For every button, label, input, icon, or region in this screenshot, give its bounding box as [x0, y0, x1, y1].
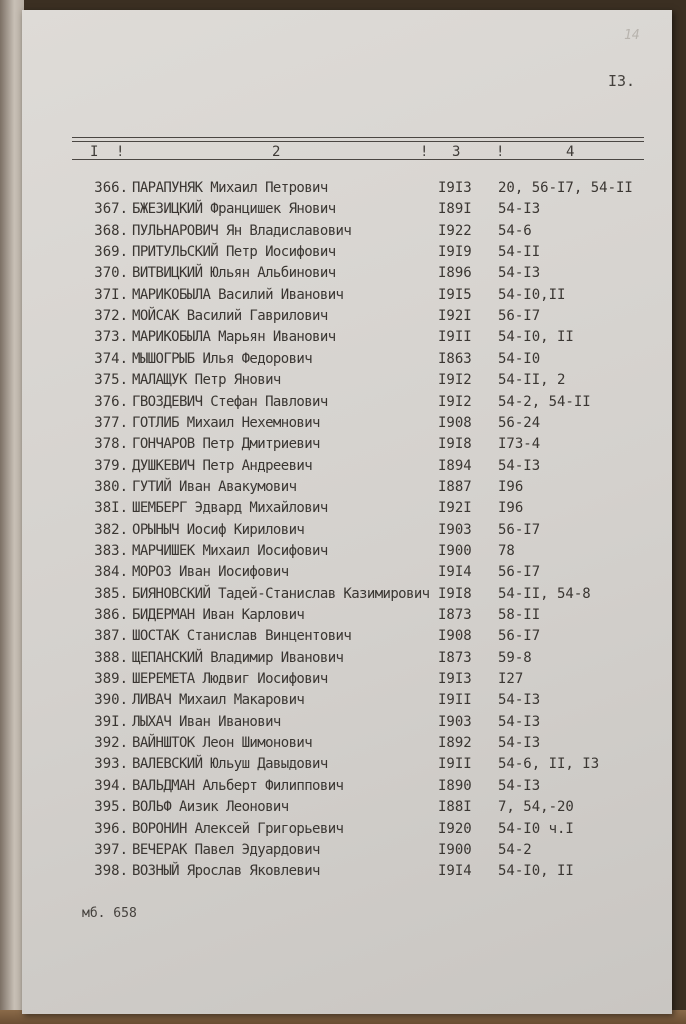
- list-item: [22, 199, 672, 220]
- archive-reference: 54-I0, II: [498, 863, 574, 880]
- entry-number: 390.: [94, 692, 128, 709]
- archive-reference: 54-I3: [498, 201, 541, 218]
- person-name: ВОРОНИН Алексей Григорьевич: [132, 820, 344, 837]
- archive-reference: 54-6: [498, 222, 532, 239]
- person-name: ВАЛЕВСКИЙ Юльуш Давыдович: [132, 756, 328, 773]
- birth-year: I9II: [438, 692, 472, 709]
- entry-number: 396.: [94, 820, 128, 837]
- person-name: ГВОЗДЕВИЧ Стефан Павлович: [132, 393, 328, 410]
- archive-reference: 54-I0 ч.I: [498, 820, 574, 837]
- archive-reference: I27: [498, 671, 524, 688]
- list-item: [22, 434, 672, 455]
- entry-number: 392.: [94, 735, 128, 752]
- list-item: [22, 370, 672, 391]
- birth-year: I908: [438, 414, 472, 431]
- person-name: ВАЛЬДМАН Альберт Филиппович: [132, 777, 344, 794]
- birth-year: I900: [438, 542, 472, 559]
- person-name: БЖЕЗИЦКИЙ Францишек Янович: [132, 201, 336, 218]
- list-item: [22, 413, 672, 434]
- list-item: [22, 242, 672, 263]
- person-name: ВОЗНЫЙ Ярослав Яковлевич: [132, 863, 320, 880]
- column-header-reference: 4: [566, 144, 575, 160]
- column-header-year: 3: [452, 144, 461, 160]
- list-item: [22, 797, 672, 818]
- archive-reference: 54-I3: [498, 692, 541, 709]
- birth-year: I896: [438, 265, 472, 282]
- birth-year: I88I: [438, 799, 472, 816]
- entry-number: 383.: [94, 542, 128, 559]
- birth-year: I9I4: [438, 863, 472, 880]
- birth-year: I873: [438, 649, 472, 666]
- archive-reference: 56-I7: [498, 521, 541, 538]
- entry-number: 386.: [94, 607, 128, 623]
- birth-year: I908: [438, 628, 472, 645]
- person-name: ВЕЧЕРАК Павел Эдуардович: [132, 841, 320, 858]
- list-item: [22, 327, 672, 348]
- column-separator: !: [420, 144, 429, 160]
- entry-number: 37I.: [94, 286, 128, 303]
- person-name: МЫШОГРЫБ Илья Федорович: [132, 350, 313, 367]
- birth-year: I873: [438, 607, 472, 623]
- archive-reference: 78: [498, 542, 515, 559]
- entry-number: 366.: [94, 180, 128, 196]
- birth-year: I920: [438, 820, 472, 837]
- birth-year: I9I5: [438, 286, 472, 303]
- person-name: МОРОЗ Иван Иосифович: [132, 564, 289, 581]
- archive-reference: I73-4: [498, 436, 541, 453]
- birth-year: I863: [438, 350, 472, 367]
- person-name: ПРИТУЛЬСКИЙ Петр Иосифович: [132, 244, 336, 261]
- birth-year: I92I: [438, 500, 472, 517]
- person-name: ЛЫХАЧ Иван Иванович: [132, 713, 281, 730]
- person-name: ОРЫНЫЧ Иосиф Кирилович: [132, 521, 305, 538]
- archive-reference: 56-I7: [498, 628, 541, 645]
- birth-year: I892: [438, 735, 472, 752]
- archive-reference: 54-2, 54-II: [498, 393, 591, 410]
- entry-number: 376.: [94, 393, 128, 410]
- birth-year: I9I4: [438, 564, 472, 581]
- list-item: [22, 690, 672, 711]
- person-name: ДУШКЕВИЧ Петр Андреевич: [132, 457, 313, 474]
- list-item: [22, 349, 672, 370]
- entry-number: 368.: [94, 222, 128, 239]
- list-item: [22, 221, 672, 242]
- list-item: [22, 669, 672, 690]
- archive-reference: 54-II: [498, 244, 541, 261]
- entry-number: 382.: [94, 521, 128, 538]
- entry-number: 369.: [94, 244, 128, 261]
- list-item: [22, 562, 672, 583]
- birth-year: I903: [438, 713, 472, 730]
- archive-reference: 54-2: [498, 841, 532, 858]
- birth-year: I900: [438, 841, 472, 858]
- list-item: [22, 456, 672, 477]
- birth-year: I887: [438, 478, 472, 495]
- archive-reference: 54-I3: [498, 735, 541, 752]
- list-item: [22, 306, 672, 327]
- list-item: [22, 819, 672, 840]
- column-separator: !: [496, 144, 505, 160]
- person-name: БИЯНОВСКИЙ Тадей-Станислав Казимирович: [132, 585, 430, 602]
- birth-year: I9I2: [438, 393, 472, 410]
- archive-reference: 54-6, II, I3: [498, 756, 600, 773]
- person-name: ЛИВАЧ Михаил Макарович: [132, 692, 305, 709]
- archive-reference: 54-I3: [498, 457, 541, 474]
- list-item: [22, 498, 672, 519]
- person-name: ВАЙНШТОК Леон Шимонович: [132, 735, 313, 752]
- birth-year: I890: [438, 777, 472, 794]
- list-item: [22, 776, 672, 797]
- entry-number: 379.: [94, 457, 128, 474]
- birth-year: I9I9: [438, 244, 472, 261]
- person-name: ГУТИЙ Иван Авакумович: [132, 478, 297, 495]
- entry-number: 385.: [94, 585, 128, 602]
- entry-number: 38I.: [94, 500, 128, 517]
- list-item: [22, 392, 672, 413]
- entry-number: 39I.: [94, 713, 128, 730]
- entry-number: 378.: [94, 436, 128, 453]
- archive-reference: I96: [498, 500, 524, 517]
- column-separator: !: [116, 144, 125, 160]
- entry-number: 387.: [94, 628, 128, 645]
- list-item: [22, 584, 672, 605]
- entry-number: 397.: [94, 841, 128, 858]
- birth-year: I9II: [438, 756, 472, 773]
- list-item: [22, 263, 672, 284]
- person-name: ПУЛЬНАРОВИЧ Ян Владиславович: [132, 222, 352, 239]
- entry-number: 394.: [94, 777, 128, 794]
- entry-number: 389.: [94, 671, 128, 688]
- entry-number: 375.: [94, 372, 128, 389]
- person-name: МАРИКОБЫЛА Василий Иванович: [132, 286, 344, 303]
- birth-year: I903: [438, 521, 472, 538]
- entry-number: 380.: [94, 478, 128, 495]
- birth-year: I922: [438, 222, 472, 239]
- list-item: [22, 605, 672, 626]
- list-item: [22, 541, 672, 562]
- person-name: БИДЕРМАН Иван Карлович: [132, 607, 305, 623]
- entry-number: 370.: [94, 265, 128, 282]
- birth-year: I9I2: [438, 372, 472, 389]
- person-name: ВОЛЬФ Аизик Леонович: [132, 799, 289, 816]
- entry-number: 384.: [94, 564, 128, 581]
- column-header-number: I: [90, 144, 99, 160]
- person-name: ВИТВИЦКИЙ Юльян Альбинович: [132, 265, 336, 282]
- list-item: [22, 648, 672, 669]
- header-rule-top-double: [72, 141, 644, 142]
- archive-reference: 56-I7: [498, 308, 541, 325]
- header-rule-top: [72, 137, 644, 138]
- archive-reference: 20, 56-I7, 54-II: [498, 180, 633, 196]
- adjacent-page-edge: [0, 0, 24, 1024]
- person-name: ЩЕПАНСКИЙ Владимир Иванович: [132, 649, 344, 666]
- list-item: [22, 626, 672, 647]
- header-rule-bottom: [72, 159, 644, 160]
- list-item: [22, 861, 672, 882]
- entry-number: 367.: [94, 201, 128, 218]
- entry-number: 388.: [94, 649, 128, 666]
- page-number: I3.: [608, 72, 636, 90]
- list-item: [22, 477, 672, 498]
- entry-number: 377.: [94, 414, 128, 431]
- person-name: МАЛАЩУК Петр Янович: [132, 372, 281, 389]
- archive-reference: 54-I3: [498, 713, 541, 730]
- archive-reference: 54-I3: [498, 265, 541, 282]
- archive-folio-mark: 14: [624, 28, 640, 43]
- person-name: ШОСТАК Станислав Винцентович: [132, 628, 352, 645]
- birth-year: I9I8: [438, 436, 472, 453]
- birth-year: I89I: [438, 201, 472, 218]
- archive-reference: 56-24: [498, 414, 541, 431]
- birth-year: I9I3: [438, 180, 472, 196]
- person-name: МАРИКОБЫЛА Марьян Иванович: [132, 329, 336, 346]
- archive-reference: 54-II, 54-8: [498, 585, 591, 602]
- archive-reference: I96: [498, 478, 524, 495]
- birth-year: I9I3: [438, 671, 472, 688]
- document-page: [22, 10, 672, 1014]
- list-item: [22, 733, 672, 754]
- column-header-name: 2: [272, 144, 281, 160]
- entry-number: 395.: [94, 799, 128, 816]
- person-name: ШЕРЕМЕТА Людвиг Иосифович: [132, 671, 328, 688]
- footer-note: мб. 658: [82, 906, 137, 921]
- person-name: ШЕМБЕРГ Эдвард Михайлович: [132, 500, 328, 517]
- list-item: [22, 520, 672, 541]
- archive-reference: 54-I0,II: [498, 286, 566, 303]
- list-item: [22, 712, 672, 733]
- list-item: [22, 178, 672, 199]
- list-item: [22, 285, 672, 306]
- person-name: ГОТЛИБ Михаил Нехемнович: [132, 414, 320, 431]
- list-item: [22, 840, 672, 861]
- archive-reference: 54-I3: [498, 777, 541, 794]
- entry-number: 374.: [94, 350, 128, 367]
- archive-reference: 54-II, 2: [498, 372, 566, 389]
- archive-reference: 58-II: [498, 607, 541, 623]
- person-name: ГОНЧАРОВ Петр Дмитриевич: [132, 436, 320, 453]
- archive-reference: 54-I0: [498, 350, 541, 367]
- entry-number: 393.: [94, 756, 128, 773]
- archive-reference: 7, 54,-20: [498, 799, 574, 816]
- list-item: [22, 754, 672, 775]
- birth-year: I9I8: [438, 585, 472, 602]
- archive-reference: 59-8: [498, 649, 532, 666]
- entry-number: 373.: [94, 329, 128, 346]
- person-name: ПАРАПУНЯК Михаил Петрович: [132, 180, 328, 196]
- person-name: МОЙСАК Василий Гаврилович: [132, 308, 328, 325]
- person-name: МАРЧИШЕК Михаил Иосифович: [132, 542, 328, 559]
- entry-number: 398.: [94, 863, 128, 880]
- birth-year: I894: [438, 457, 472, 474]
- archive-reference: 56-I7: [498, 564, 541, 581]
- birth-year: I9II: [438, 329, 472, 346]
- birth-year: I92I: [438, 308, 472, 325]
- archive-reference: 54-I0, II: [498, 329, 574, 346]
- entry-number: 372.: [94, 308, 128, 325]
